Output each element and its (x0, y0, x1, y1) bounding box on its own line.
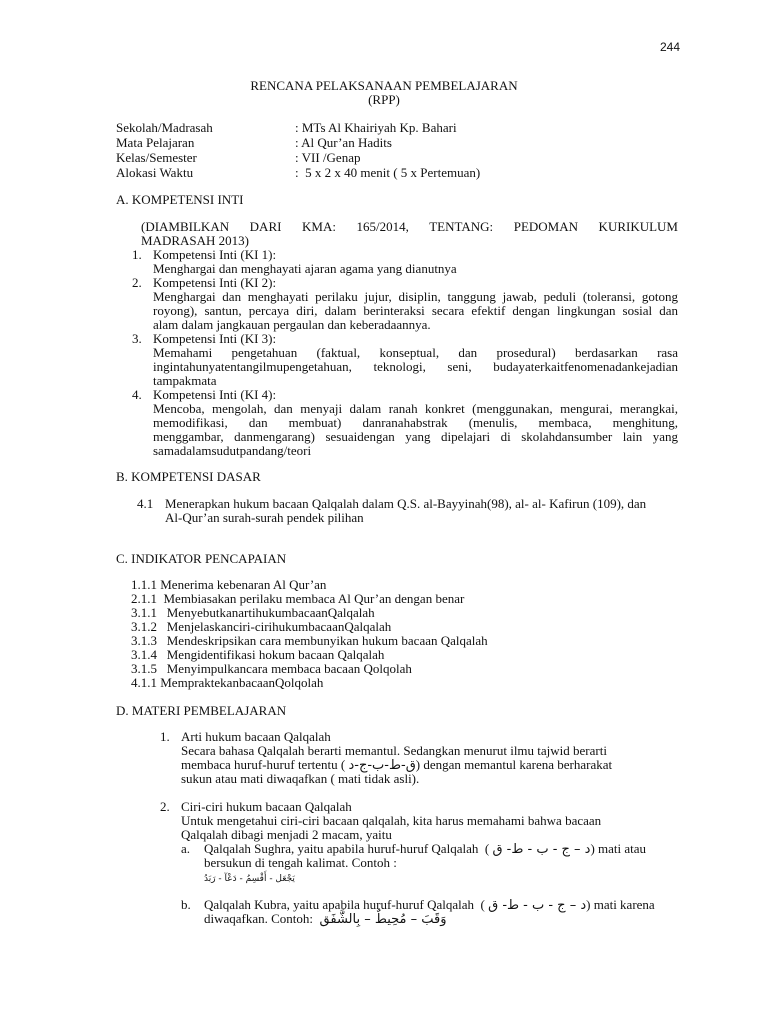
indicator-item: 3.1.5 Menyimpulkancara membaca bacaan Qolqolah (131, 661, 412, 676)
materi-text-line: Secara bahasa Qalqalah berarti memantul. Sedangkan menurut ilmu tajwid berarti (181, 743, 607, 758)
materi-title: Ciri-ciri hukum bacaan Qalqalah (181, 799, 352, 814)
ki-text-line: Memahami pengetahuan (faktual, konseptual, dan prosedural) berdasarkan rasa (153, 345, 678, 360)
ki-title: Kompetensi Inti (KI 2): (153, 275, 277, 290)
ki-item (132, 332, 678, 388)
section-d-heading: D. MATERI PEMBELAJARAN (116, 703, 287, 718)
indicator-item: 3.1.4 Mengidentifikasi hokum bacaan Qalqalah (131, 647, 385, 662)
ki-item (132, 388, 678, 458)
identity-row (116, 121, 480, 136)
indicator-item: 4.1.1 MempraktekanbacaanQolqolah (131, 675, 324, 690)
text-segment: ) dengan memantul karena berharakat (415, 757, 613, 772)
ki-title: Kompetensi Inti (KI 3): (153, 331, 277, 346)
materi-text-line (204, 912, 447, 927)
indicator-item: 3.1.2 Menjelaskanciri-cirihukumbacaanQalqalah (131, 619, 392, 634)
section-b-heading: B. KOMPETENSI DASAR (116, 469, 261, 484)
identity-value: : VII /Genap (295, 150, 361, 165)
identity-label: Sekolah/Madrasah (116, 120, 213, 135)
materi-text-line: Qalqalah dibagi menjadi 2 macam, yaitu (181, 827, 392, 842)
identity-value: : MTs Al Khairiyah Kp. Bahari (295, 120, 457, 135)
page-number: 244 (659, 40, 680, 54)
indicator-list (131, 578, 488, 690)
ki-text-line: samadalamsudutpandang/teori (153, 443, 312, 458)
document-title (0, 79, 768, 107)
ki-number: 1. (132, 247, 142, 262)
identity-row (116, 136, 480, 151)
identity-row (116, 151, 480, 166)
identity-value: : Al Qur’an Hadits (295, 135, 392, 150)
section-a-intro-line-2: MADRASAH 2013) (141, 233, 249, 248)
ki-text-line: royong), santun, percaya diri, dalam berinteraksi secara efektif dengan lingkungan sosial dan (153, 303, 678, 318)
ki-text-line: Menghargai dan menghayati perilaku jujur, disiplin, tanggung jawab, peduli (toleransi, gotong (153, 289, 678, 304)
kd-line-2: Al-Qur’an surah-surah pendek pilihan (165, 510, 364, 525)
materi-text-line: bersukun di tengah kalimat. Contoh : (204, 855, 397, 870)
ki-number: 4. (132, 387, 142, 402)
arabic-letters: د – ج - ب - ط- ق (488, 898, 587, 913)
arabic-example: وَقَبَ – مُحِيطٌ – بِالشَّفَق (319, 912, 447, 927)
indicator-item: 1.1.1 Menerima kebenaran Al Qur’an (131, 577, 327, 592)
ki-number: 3. (132, 331, 142, 346)
text-segment: Qalqalah Kubra, yaitu apabila huruf-huruf Qalqalah ( (204, 897, 489, 912)
text-segment: ) mati karena (586, 897, 655, 912)
ki-number: 2. (132, 275, 142, 290)
title-line-2: (RPP) (368, 92, 400, 107)
ki-text-line: ingintahunyatentangilmupengetahuan, teknologi, seni, budayaterkaitfenomenadankejadian (153, 359, 678, 374)
identity-block (116, 121, 480, 181)
text-segment: diwaqafkan. Contoh: (204, 911, 320, 926)
ki-text-line: tampakmata (153, 373, 217, 388)
ki-title: Kompetensi Inti (KI 1): (153, 247, 277, 262)
title-line-1: RENCANA PELAKSANAAN PEMBELAJARAN (250, 78, 518, 93)
ki-text-line: alam dalam jangkauan pergaulan dan keberadaannya. (153, 317, 431, 332)
text-segment: membaca huruf-huruf tertentu ( (181, 757, 349, 772)
identity-label: Alokasi Waktu (116, 165, 194, 180)
identity-label: Mata Pelajaran (116, 135, 195, 150)
materi-text-line: Untuk mengetahui ciri-ciri bacaan qalqalah, kita harus memahami bahwa bacaan (181, 813, 602, 828)
kd-number: 4.1 (137, 496, 154, 511)
ki-text-line: memodifikasi, dan membuat) danranahabstrak (menulis, membaca, menghitung, (153, 415, 678, 430)
indicator-item: 2.1.1 Membiasakan perilaku membaca Al Qur’an dengan benar (131, 591, 465, 606)
materi-text-line: sukun atau mati diwaqafkan ( mati tidak asli). (181, 771, 420, 786)
section-c-heading: C. INDIKATOR PENCAPAIAN (116, 551, 287, 566)
materi-number: 1. (160, 729, 170, 744)
ki-text-line: Mencoba, mengolah, dan menyaji dalam ranah konkret (menggunakan, mengurai, merangkai, (153, 401, 678, 416)
arabic-example: يَجْعَل - أَقْسِمُ - دَعْآ - رَبَدُ (204, 874, 295, 884)
indicator-item: 3.1.1 MenyebutkanartihukumbacaanQalqalah (131, 605, 375, 620)
section-a-intro-line-1: (DIAMBILKAN DARI KMA: 165/2014, TENTANG: PEDOMAN KURIKULUM (141, 219, 678, 234)
sub-item-label: a. (181, 841, 191, 856)
kd-line-1: Menerapkan hukum bacaan Qalqalah dalam Q.S. al-Bayyinah(98), al- al- Kafirun (109), dan (165, 496, 647, 511)
ki-text-line: Menghargai dan menghayati ajaran agama yang dianutnya (153, 261, 457, 276)
arabic-letters: د – ج - ب - ط- ق (492, 842, 591, 857)
section-a-heading: A. KOMPETENSI INTI (116, 192, 244, 207)
materi-title: Arti hukum bacaan Qalqalah (181, 729, 331, 744)
identity-value: : 5 x 2 x 40 menit ( 5 x Pertemuan) (295, 165, 481, 180)
indicator-item: 3.1.3 Mendeskripsikan cara membunyikan hukum bacaan Qalqalah (131, 633, 488, 648)
identity-label: Kelas/Semester (116, 150, 197, 165)
sub-item-label: b. (181, 897, 191, 912)
arabic-letters: ق-ط-ب-ج-د (348, 758, 416, 773)
ki-text-line: menggambar, danmengarang) sesuaidengan yang dipelajari di skolahdansumber lain yang (153, 429, 678, 444)
ki-item (132, 248, 678, 276)
ki-item (132, 276, 678, 332)
text-segment: ) mati atau (590, 841, 647, 856)
text-segment: Qalqalah Sughra, yaitu apabila huruf-huruf Qalqalah ( (204, 841, 493, 856)
materi-number: 2. (160, 799, 170, 814)
ki-title: Kompetensi Inti (KI 4): (153, 387, 277, 402)
identity-row (116, 166, 480, 181)
